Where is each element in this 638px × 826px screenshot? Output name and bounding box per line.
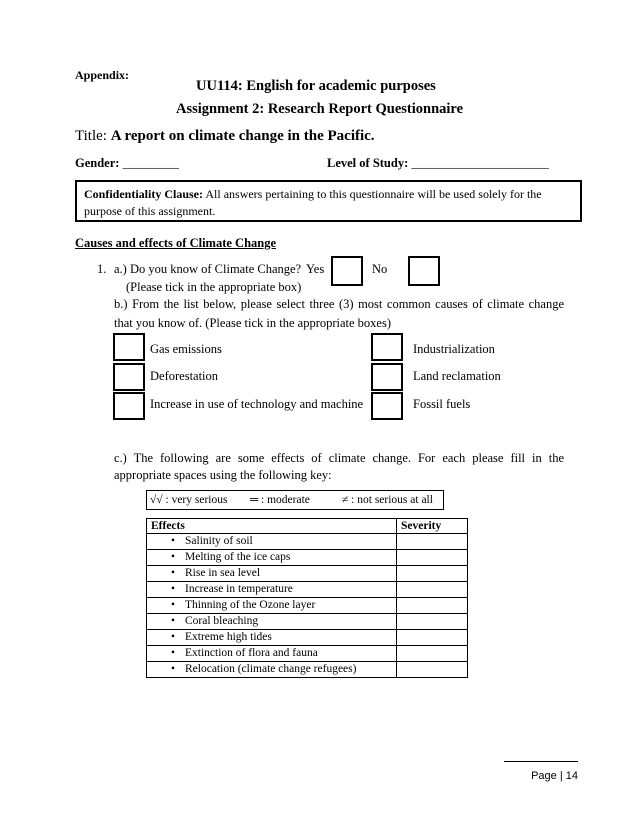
bullet-icon: • [170,631,175,643]
effect-cell [147,598,397,614]
key-not-serious: ≠ : not serious at all [342,494,433,506]
question-b-line1: b.) From the list below, please select three (3) most common causes of climate change [114,297,564,311]
bullet-icon: • [170,583,175,595]
effect-cell [147,614,397,630]
table-row [147,566,468,582]
table-row [147,662,468,678]
table-header-row [147,519,468,534]
table-row [147,582,468,598]
effect-cell [147,646,397,662]
industrialization-checkbox[interactable] [371,333,403,361]
severity-cell[interactable] [397,646,468,662]
effect-label: Salinity of soil [185,535,253,547]
effect-label: Rise in sea level [185,567,261,579]
no-label: No [372,262,388,276]
confidentiality-label: Confidentiality Clause: [84,187,204,201]
footer-divider [504,761,578,762]
yes-label: Yes [306,262,325,276]
table-row [147,598,468,614]
table-row [147,614,468,630]
key-moderate: ═ : moderate [250,494,310,506]
page-number: Page | 14 [531,770,578,782]
cause-fossil-fuels: Fossil fuels [413,397,471,411]
bullet-icon: • [170,663,175,675]
technology-checkbox[interactable] [113,392,145,420]
course-title: UU114: English for academic purposes [196,78,436,94]
effect-label: Increase in temperature [185,583,293,595]
cause-gas-emissions: Gas emissions [150,342,222,356]
severity-cell[interactable] [397,582,468,598]
severity-cell[interactable] [397,534,468,550]
gas-emissions-checkbox[interactable] [113,333,145,361]
bullet-icon: • [170,615,175,627]
bullet-icon: • [170,567,175,579]
confidentiality-clause-box [75,180,582,222]
gender-field[interactable] [75,156,179,171]
cause-deforestation: Deforestation [150,369,219,383]
effect-cell [147,566,397,582]
effect-label: Relocation (climate change refugees) [185,663,357,675]
question-c-line1: c.) The following are some effects of climate change. For each please fill in the [114,451,564,465]
yes-checkbox[interactable] [331,256,363,286]
cause-technology: Increase in use of technology and machine [150,397,364,411]
gender-blank[interactable]: _________ [122,156,179,170]
bullet-icon: • [170,535,175,547]
severity-cell[interactable] [397,614,468,630]
level-label: Level of Study: [327,156,409,170]
appendix-label: Appendix: [75,68,130,82]
fossil-fuels-checkbox[interactable] [371,392,403,420]
confidentiality-text: All answers pertaining to this questionnaire will be used solely for the purpose of this assignment. [84,187,542,218]
level-blank[interactable]: ______________________ [411,156,549,170]
cause-industrialization: Industrialization [413,342,495,356]
effect-label: Extreme high tides [185,631,272,643]
question-a-text: a.) Do you know of Climate Change? [114,262,302,276]
gender-label: Gender: [75,156,120,170]
level-of-study-field[interactable] [327,156,549,171]
effects-table [146,518,468,678]
severity-header: Severity [397,519,468,534]
table-row [147,630,468,646]
question-number: 1. [97,262,107,276]
section-heading: Causes and effects of Climate Change [75,236,277,250]
report-title [75,128,375,145]
severity-key [146,490,444,510]
question-c-line2: appropriate spaces using the following key: [114,468,332,482]
key-very-serious: √√ : very serious [150,494,228,506]
effect-cell [147,630,397,646]
cause-land-reclamation: Land reclamation [413,369,501,383]
deforestation-checkbox[interactable] [113,363,145,391]
effects-header: Effects [147,519,397,534]
effect-label: Thinning of the Ozone layer [185,599,316,611]
effect-label: Extinction of flora and fauna [185,647,318,659]
effect-cell [147,550,397,566]
question-a-note: (Please tick in the appropriate box) [126,280,302,294]
table-row [147,550,468,566]
question-b-line2: that you know of. (Please tick in the appropriate boxes) [114,316,392,330]
title-label: Title: [75,128,107,144]
land-reclamation-checkbox[interactable] [371,363,403,391]
effect-cell [147,534,397,550]
effect-cell [147,582,397,598]
bullet-icon: • [170,599,175,611]
severity-cell[interactable] [397,598,468,614]
severity-cell[interactable] [397,566,468,582]
severity-cell[interactable] [397,630,468,646]
table-row [147,534,468,550]
effect-label: Coral bleaching [185,615,259,627]
title-text: A report on climate change in the Pacific. [110,128,375,144]
severity-cell[interactable] [397,662,468,678]
bullet-icon: • [170,647,175,659]
table-row [147,646,468,662]
effect-cell [147,662,397,678]
assignment-title: Assignment 2: Research Report Questionnaire [176,101,464,117]
bullet-icon: • [170,551,175,563]
severity-cell[interactable] [397,550,468,566]
no-checkbox[interactable] [408,256,440,286]
effect-label: Melting of the ice caps [185,551,291,563]
